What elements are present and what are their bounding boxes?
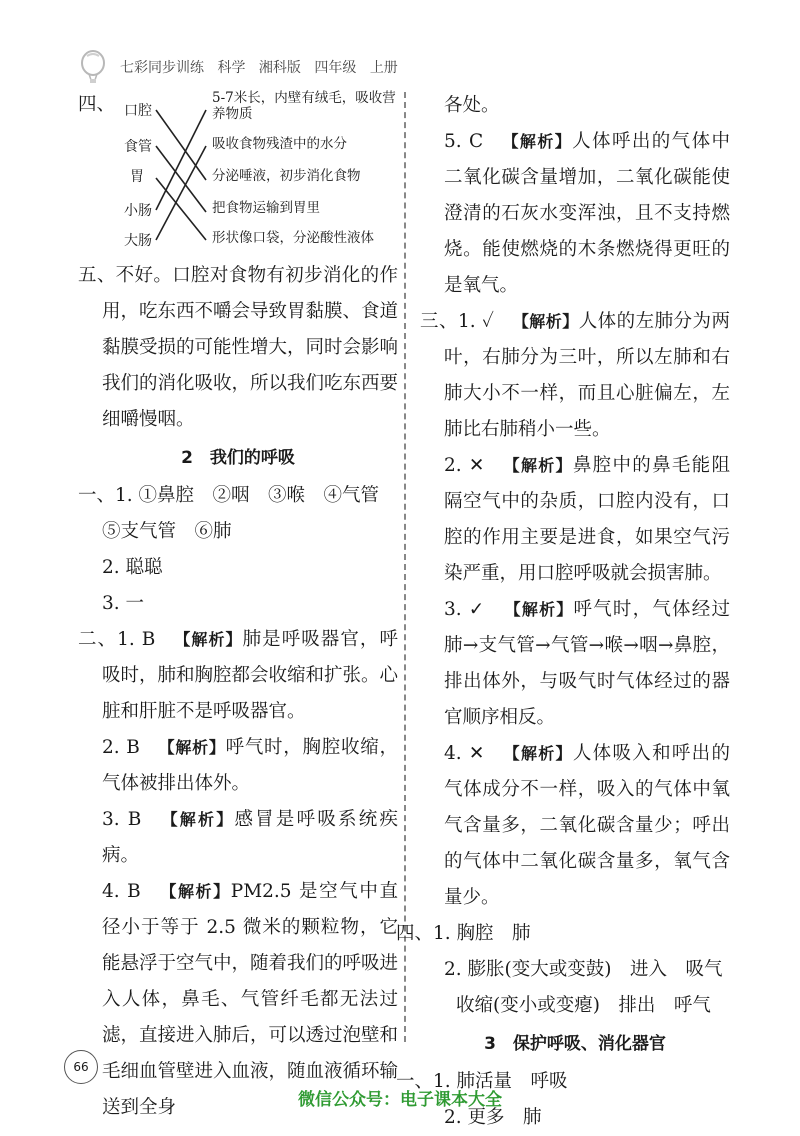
analysis-tag: 【解析】 <box>502 456 573 475</box>
analysis-text: 感冒是呼吸系统疾病。 <box>102 809 398 866</box>
organ-large-intestine: 大肠 <box>124 233 152 249</box>
page-number: 66 <box>64 1050 98 1084</box>
function-1: 5-7米长，内壁有绒毛，吸收营养物质 <box>212 90 396 122</box>
organ-esophagus: 食管 <box>124 139 152 155</box>
footer-watermark: 微信公众号：电子课本大全 <box>298 1090 502 1110</box>
answer-key: 3. B <box>102 809 142 830</box>
answer-2-4-2a: 2. 膨胀(变大或变鼓) 进入 吸气 <box>444 959 723 980</box>
answer-2-2-3 <box>78 802 398 874</box>
analysis-tag: 【解析】 <box>173 630 243 649</box>
analysis-text: 肺是呼吸器官，呼吸时，肺和胸腔都会收缩和扩张。心脏和肝脏不是呼吸器官。 <box>102 629 399 722</box>
balloon-logo-icon <box>76 50 110 84</box>
answer-2-1-2: 2. 聪聪 <box>102 557 163 578</box>
function-5: 形状像口袋，分泌酸性液体 <box>212 230 374 246</box>
analysis-tag: 【解析】 <box>503 600 574 619</box>
analysis-tag: 【解析】 <box>512 312 579 331</box>
answer-2-2-2 <box>78 730 398 802</box>
book-info <box>120 57 407 77</box>
answer-2-3-2 <box>420 448 730 592</box>
analysis-tag: 【解析】 <box>157 738 226 757</box>
matching-lines <box>78 88 398 256</box>
analysis-text: 鼻腔中的鼻毛能阻隔空气中的杂质，口腔内没有，口腔的作用主要是进食，如果空气污染严重，用口腔呼吸就会损害肺。 <box>444 455 730 584</box>
function-2: 吸收食物残渣中的水分 <box>212 136 347 152</box>
grade: 四年级 <box>314 60 357 76</box>
edition: 湘科版 <box>258 60 301 76</box>
analysis-text: 人体的左肺分为两叶，右肺分为三叶，所以左肺和右肺大小不一样，而且心脏偏左，左肺比右肺稍小一些。 <box>444 311 730 440</box>
analysis-text: 呼气时，气体经过肺→支气管→气管→喉→咽→鼻腔，排出体外，与吸气时气体经过的器官顺序相反。 <box>444 599 730 728</box>
subject: 科学 <box>217 60 246 76</box>
analysis-tag: 【解析】 <box>159 810 235 829</box>
answer-key: 4. ✕ <box>444 743 485 764</box>
organ-stomach: 胃 <box>130 169 144 185</box>
volume: 上册 <box>369 60 398 76</box>
answer-2-4-1: 四、1. 胸腔 肺 <box>396 923 531 944</box>
analysis-text: 人体吸入和呼出的气体成分不一样，吸入的气体中氧气含量多，二氧化碳含量少；呼出的气体中二氧化碳含量多，氧气含量少。 <box>444 743 730 908</box>
function-4: 把食物运输到胃里 <box>212 200 320 216</box>
answer-3-1-2: 2. 更多 肺 <box>444 1107 542 1128</box>
matching-exercise <box>78 88 398 256</box>
answer-2-3-4 <box>420 736 730 916</box>
answer-2-1-3: 3. 一 <box>102 593 145 614</box>
answer-2-4-2b: 收缩(变小或变瘪) 排出 呼气 <box>456 995 711 1016</box>
answer-2-2-1 <box>78 622 398 730</box>
analysis-tag: 【解析】 <box>501 132 573 151</box>
answer-key: 4. B <box>102 881 141 902</box>
matching-label: 四、 <box>78 94 116 115</box>
column-divider <box>404 92 406 1042</box>
answer-key: 2. ✕ <box>444 455 485 476</box>
function-3: 分泌唾液，初步消化食物 <box>212 168 361 184</box>
answer-key: 三、1. ✓ <box>420 311 495 332</box>
answer-key: 二、1. B <box>78 629 156 650</box>
analysis-tag: 【解析】 <box>502 744 573 763</box>
answer-2-3-3 <box>420 592 730 736</box>
continuation-text: 各处。 <box>444 95 500 116</box>
answer-2-3-1 <box>420 304 730 448</box>
answer-key: 5. C <box>444 131 484 152</box>
section-2-title: 2 我们的呼吸 <box>181 448 295 468</box>
organ-small-intestine: 小肠 <box>124 203 152 219</box>
answer-2-1-1b: ⑤支气管 ⑥肺 <box>102 521 232 542</box>
answer-3-1-1: 一、1. 肺活量 呼吸 <box>396 1071 568 1092</box>
series-title: 七彩同步训练 <box>120 60 204 76</box>
answer-key: 3. ✓ <box>444 599 486 620</box>
answer-key: 2. B <box>102 737 140 758</box>
analysis-text: 人体呼出的气体中二氧化碳含量增加，二氧化碳能使澄清的石灰水变浑浊，且不支持燃烧。能使燃烧的木条燃烧得更旺的是氧气。 <box>444 131 730 296</box>
answer-2-2-5 <box>420 124 730 304</box>
analysis-text: 呼气时，胸腔收缩，气体被排出体外。 <box>102 737 398 794</box>
page-header <box>76 50 407 84</box>
analysis-text: PM2.5 是空气中直径小于等于 2.5 微米的颗粒物，它能悬浮于空气中，随着我们的呼吸进入人体，鼻毛、气管纤毛都无法过滤，直接进入肺后，可以透过泡壁和毛细血管壁进入血液，随血液循环输送到全身 <box>102 881 399 1118</box>
section-3-title: 3 保护呼吸、消化器官 <box>484 1034 666 1054</box>
answer-q5: 五、不好。口腔对食物有初步消化的作用，吃东西不嚼会导致胃黏膜、食道黏膜受损的可能性增大，同时会影响我们的消化吸收，所以我们吃东西要细嚼慢咽。 <box>78 265 399 430</box>
left-column <box>78 88 398 1126</box>
organ-mouth: 口腔 <box>124 103 152 119</box>
answer-2-1-1a: 一、1. ①鼻腔 ②咽 ③喉 ④气管 <box>78 485 380 506</box>
analysis-tag: 【解析】 <box>158 882 231 901</box>
